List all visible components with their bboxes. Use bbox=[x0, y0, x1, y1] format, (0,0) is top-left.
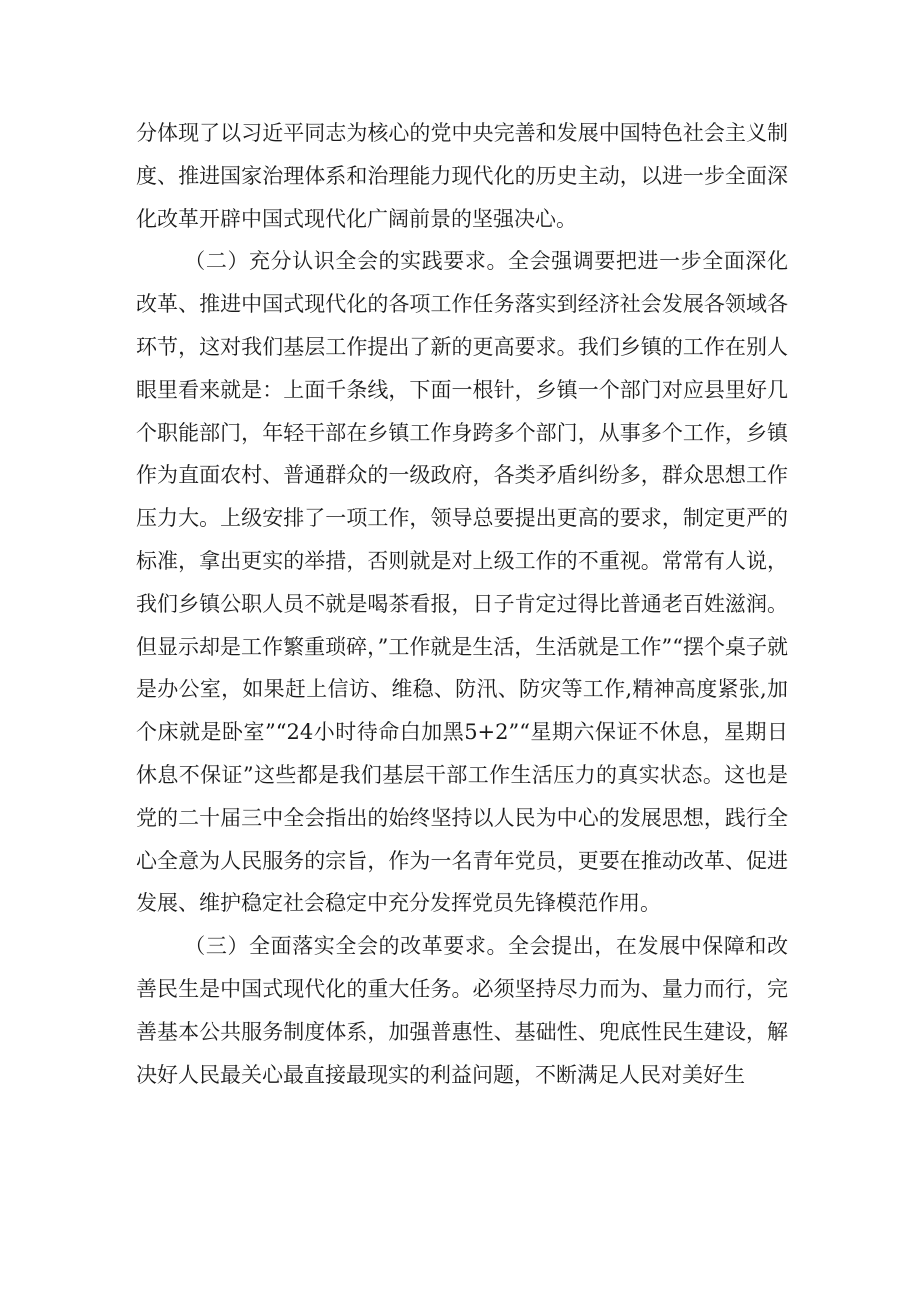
paragraph-practice-requirements: （二）充分认识全会的实践要求。全会强调要把进一步全面深化改革、推进中国式现代化的各项工作任务落实到经济社会发展各领域各环节，这对我们基层工作提出了新的更高要求。我们乡镇的工作在别人眼里看来就是：上面千条线，下面一根针，乡镇一个部门对应县里好几个职能部门，年轻干部在乡镇工作身跨多个部门，从事多个工作，乡镇作为直面农村、普通群众的一级政府，各类矛盾纠纷多，群众思想工作压力大。上级安排了一项工作，领导总要提出更高的要求，制定更严的标准，拿出更实的举措，否则就是对上级工作的不重视。常常有人说，我们乡镇公职人员不就是喝茶看报，日子肯定过得比普通老百姓滋润。但显示却是工作繁重琐碎，”工作就是生活，生活就是工作”“摆个桌子就是办公室，如果赶上信访、维稳、防汛、防灾等工作,精神高度紧张,加个床就是卧室”“24小时待命白加黑5+2”“星期六保证不休息，星期日休息不保证”这些都是我们基层干部工作生活压力的真实状态。这也是党的二十届三中全会指出的始终坚持以人民为中心的发展思想，践行全心全意为人民服务的宗旨，作为一名青年党员，更要在推动改革、促进发展、维护稳定社会稳定中充分发挥党员先锋模范作用。 bbox=[136, 249, 788, 916]
paragraph-reform-requirements: （三）全面落实全会的改革要求。全会提出，在发展中保障和改善民生是中国式现代化的重大任务。必须坚持尽力而为、量力而行，完善基本公共服务制度体系，加强普惠性、基础性、兜底性民生建设，解决好人民最关心最直接最现实的利益问题，不断满足人民对美好生 bbox=[136, 934, 788, 1087]
paragraph-continuation: 分体现了以习近平同志为核心的党中央完善和发展中国特色社会主义制度、推进国家治理体系和治理能力现代化的历史主动，以进一步全面深化改革开辟中国式现代化广阔前景的坚强决心。 bbox=[136, 121, 788, 231]
document-body bbox=[136, 112, 788, 1096]
